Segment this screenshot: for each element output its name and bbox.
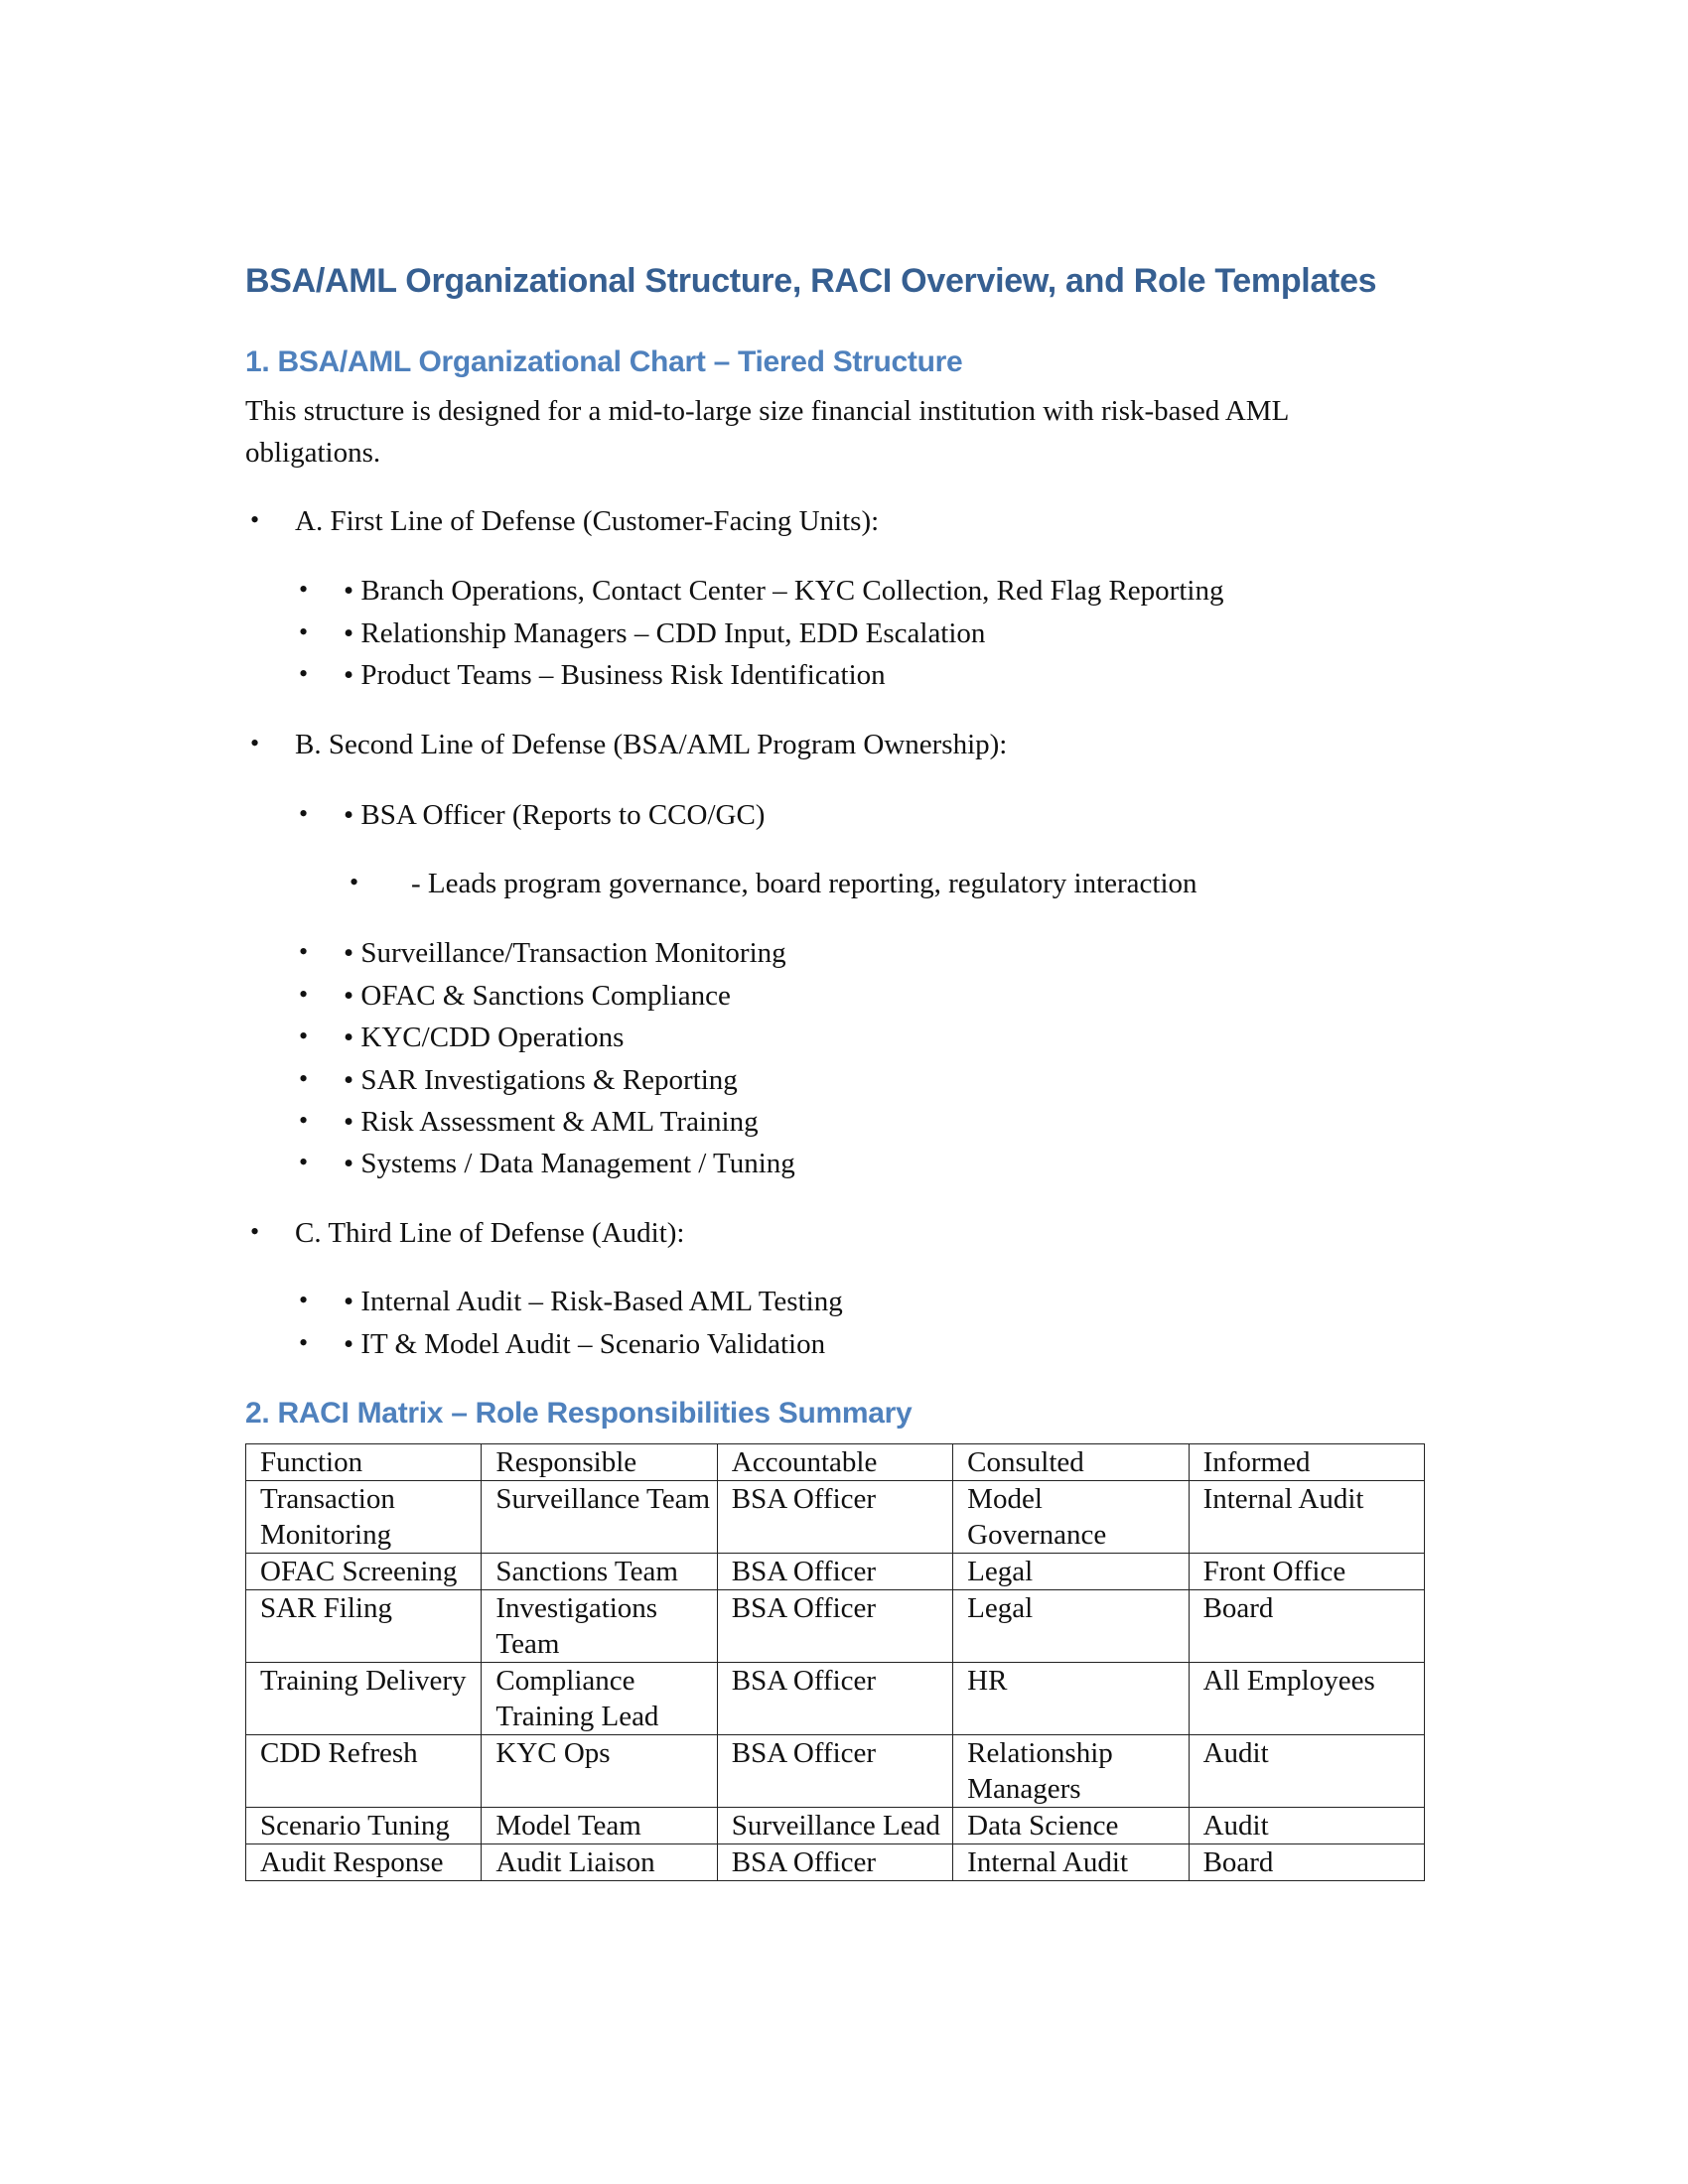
bullet-icon: •	[299, 617, 309, 646]
bullet-icon: •	[299, 659, 309, 688]
table-cell: Legal	[953, 1590, 1189, 1663]
list-item-level-3: - Leads program governance, board reporting, regulatory interaction	[411, 868, 1197, 899]
table-cell: Data Science	[953, 1808, 1189, 1844]
list-item-level-2: • BSA Officer (Reports to CCO/GC)	[344, 799, 766, 831]
table-header-row	[246, 1444, 1425, 1481]
table-row	[246, 1554, 1425, 1590]
table-cell: BSA Officer	[717, 1590, 952, 1663]
intro-text-cont: obligations.	[245, 437, 381, 469]
table-cell: Internal Audit	[1189, 1481, 1424, 1554]
list-item-level-2: • Surveillance/Transaction Monitoring	[344, 937, 786, 969]
bullet-icon: •	[250, 1217, 260, 1246]
bullet-icon: •	[299, 937, 309, 966]
bullet-icon: •	[250, 729, 260, 757]
table-cell: Relationship Managers	[953, 1735, 1189, 1808]
list-item-level-2: • Branch Operations, Contact Center – KYC Collection, Red Flag Reporting	[344, 575, 1224, 607]
table-cell: Board	[1189, 1844, 1424, 1881]
table-cell: Model Governance	[953, 1481, 1189, 1554]
list-item-level-2: • KYC/CDD Operations	[344, 1022, 625, 1053]
bullet-icon: •	[299, 575, 309, 604]
list-item-level-2: • Product Teams – Business Risk Identification	[344, 659, 886, 691]
table-row	[246, 1663, 1425, 1735]
table-row	[246, 1844, 1425, 1881]
table-cell: KYC Ops	[482, 1735, 717, 1808]
table-cell: Compliance Training Lead	[482, 1663, 717, 1735]
column-header: Informed	[1189, 1444, 1424, 1481]
table-cell: Internal Audit	[953, 1844, 1189, 1881]
table-cell: BSA Officer	[717, 1844, 952, 1881]
intro-text: This structure is designed for a mid-to-large size financial institution with risk-based AML	[245, 395, 1290, 427]
bullet-icon: •	[299, 1286, 309, 1314]
column-header: Responsible	[482, 1444, 717, 1481]
column-header: Accountable	[717, 1444, 952, 1481]
table-cell: Board	[1189, 1590, 1424, 1663]
section2-heading: 2. RACI Matrix – Role Responsibilities Summary	[245, 1397, 913, 1430]
table-cell: HR	[953, 1663, 1189, 1735]
list-item-level-2: • Relationship Managers – CDD Input, EDD Escalation	[344, 617, 986, 649]
table-cell: Surveillance Lead	[717, 1808, 952, 1844]
bullet-icon: •	[299, 1148, 309, 1176]
table-cell: Transaction Monitoring	[246, 1481, 482, 1554]
raci-table	[245, 1443, 1425, 1881]
document-title: BSA/AML Organizational Structure, RACI Overview, and Role Templates	[245, 262, 1377, 300]
table-cell: OFAC Screening	[246, 1554, 482, 1590]
table-row	[246, 1735, 1425, 1808]
list-item-level-2: • OFAC & Sanctions Compliance	[344, 980, 731, 1012]
table-cell: Front Office	[1189, 1554, 1424, 1590]
table-cell: All Employees	[1189, 1663, 1424, 1735]
table-cell: CDD Refresh	[246, 1735, 482, 1808]
list-item-level-2: • IT & Model Audit – Scenario Validation	[344, 1328, 826, 1360]
table-cell: Audit Response	[246, 1844, 482, 1881]
table-cell: Investigations Team	[482, 1590, 717, 1663]
table-cell: Surveillance Team	[482, 1481, 717, 1554]
list-item-level-2: • Risk Assessment & AML Training	[344, 1106, 759, 1138]
list-item-level-2: • Internal Audit – Risk-Based AML Testing	[344, 1286, 843, 1317]
bullet-icon: •	[299, 1106, 309, 1135]
table-cell: BSA Officer	[717, 1663, 952, 1735]
list-item-level-2: • Systems / Data Management / Tuning	[344, 1148, 795, 1179]
list-item-level-1: A. First Line of Defense (Customer-Facing Units):	[295, 505, 880, 537]
table-cell: BSA Officer	[717, 1481, 952, 1554]
table-cell: Scenario Tuning	[246, 1808, 482, 1844]
bullet-icon: •	[299, 980, 309, 1009]
column-header: Function	[246, 1444, 482, 1481]
bullet-icon: •	[299, 1328, 309, 1357]
table-cell: Legal	[953, 1554, 1189, 1590]
bullet-icon: •	[250, 505, 260, 534]
list-item-level-2: • SAR Investigations & Reporting	[344, 1064, 738, 1096]
table-cell: Training Delivery	[246, 1663, 482, 1735]
table-cell: Audit	[1189, 1808, 1424, 1844]
bullet-icon: •	[299, 1022, 309, 1050]
table-row	[246, 1808, 1425, 1844]
bullet-icon: •	[299, 799, 309, 828]
bullet-icon: •	[299, 1064, 309, 1093]
bullet-icon: •	[350, 868, 359, 896]
table-cell: Sanctions Team	[482, 1554, 717, 1590]
table-cell: SAR Filing	[246, 1590, 482, 1663]
table-cell: Audit Liaison	[482, 1844, 717, 1881]
section1-heading: 1. BSA/AML Organizational Chart – Tiered Structure	[245, 345, 963, 378]
column-header: Consulted	[953, 1444, 1189, 1481]
table-cell: Model Team	[482, 1808, 717, 1844]
table-row	[246, 1481, 1425, 1554]
table-row	[246, 1590, 1425, 1663]
list-item-level-1: C. Third Line of Defense (Audit):	[295, 1217, 685, 1249]
list-item-level-1: B. Second Line of Defense (BSA/AML Program Ownership):	[295, 729, 1008, 760]
table-cell: BSA Officer	[717, 1554, 952, 1590]
table-cell: BSA Officer	[717, 1735, 952, 1808]
table-cell: Audit	[1189, 1735, 1424, 1808]
